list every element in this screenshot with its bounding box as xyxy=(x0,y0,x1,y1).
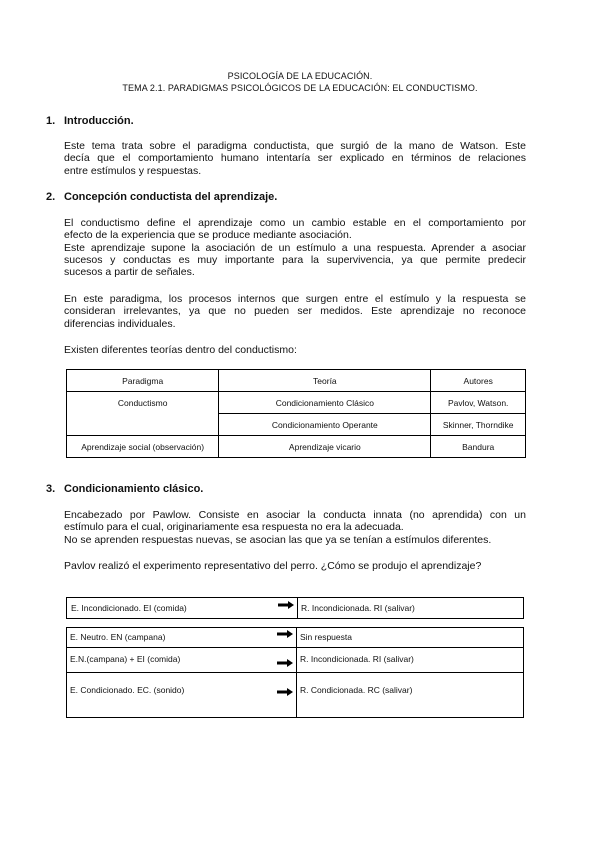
header-subject: PSICOLOGÍA DE LA EDUCACIÓN. xyxy=(227,71,373,81)
section-number: 1. xyxy=(46,115,56,127)
pavlov-divider xyxy=(66,647,524,648)
table-row xyxy=(67,436,526,458)
text-line: Este aprendizaje supone la asociación de un estímulo a una respuesta. Aprender a asociar xyxy=(64,241,526,254)
pavlov-response: R. Condicionada. RC (salivar) xyxy=(300,685,413,695)
text-line: Este tema trata sobre el paradigma conductista, que surgió de la mano de Watson. Este xyxy=(64,140,526,152)
section-title: Concepción conductista del aprendizaje. xyxy=(64,191,278,203)
section-2-heading xyxy=(46,191,277,203)
pavlov-divider xyxy=(66,672,524,673)
section-number: 2. xyxy=(46,191,56,203)
right-arrow-icon xyxy=(277,659,293,667)
table-cell-teoria: Condicionamiento Operante xyxy=(219,414,431,436)
text-line: diferencias individuales. xyxy=(64,317,176,330)
text-line: efecto de la experiencia que se produce mediante asociación. xyxy=(64,229,352,242)
table-header-cell: Autores xyxy=(431,370,526,392)
section-1-heading xyxy=(46,115,134,127)
section-2-paragraph-3: Existen diferentes teorías dentro del conductismo: xyxy=(64,344,297,356)
section-2-paragraph-1 xyxy=(64,217,526,278)
text-line: Encabezado por Pawlow. Consiste en asociar la conducta innata (no aprendida) con un xyxy=(64,509,526,521)
text-line: sucesos y conductas es muy importante para la supervivencia, ya que permite predecir xyxy=(64,253,526,266)
pavlov-stimulus: E.N.(campana) + EI (comida) xyxy=(70,654,181,664)
pavlov-response: Sin respuesta xyxy=(300,632,352,642)
pavlov-stimulus-cell xyxy=(67,598,298,618)
table-cell-teoria: Aprendizaje vicario xyxy=(219,436,431,458)
section-2-paragraph-2 xyxy=(64,293,526,330)
table-cell-autores: Bandura xyxy=(431,436,526,458)
header-topic: TEMA 2.1. PARADIGMAS PSICOLÓGICOS DE LA EDUCACIÓN: EL CONDUCTISMO. xyxy=(122,83,478,93)
table-row xyxy=(67,392,526,414)
section-title: Condicionamiento clásico. xyxy=(64,483,204,495)
table-header-row xyxy=(67,370,526,392)
section-3-paragraph-2: Pavlov realizó el experimento representativo del perro. ¿Cómo se produjo el aprendizaje? xyxy=(64,560,482,572)
section-number: 3. xyxy=(46,483,56,495)
section-3-paragraph-1 xyxy=(64,509,526,546)
table-cell-autores: Skinner, Thorndike xyxy=(431,414,526,436)
text-line: estímulo para el cual, originariamente esa respuesta no era la adecuada. xyxy=(64,521,404,534)
text-line: sucesos a partir de señales. xyxy=(64,266,195,279)
right-arrow-icon xyxy=(277,630,293,638)
pavlov-stimulus: E. Incondicionado. EI (comida) xyxy=(71,603,187,613)
text-line: entre estímulos y respuestas. xyxy=(64,164,202,177)
pavlov-stimulus: E. Condicionado. EC. (sonido) xyxy=(70,685,185,695)
theories-table xyxy=(66,369,526,458)
text-line: decía que el comportamiento humano intentaría ser explicado en términos de relaciones xyxy=(64,152,526,165)
text-line: El conductismo define el aprendizaje como un cambio estable en el comportamiento por xyxy=(64,217,526,229)
table-header-cell: Paradigma xyxy=(67,370,219,392)
pavlov-stimulus: E. Neutro. EN (campana) xyxy=(70,632,166,642)
table-cell-teoria: Condicionamiento Clásico xyxy=(219,392,431,414)
pavlov-response: R. Incondicionada. RI (salivar) xyxy=(301,603,415,613)
table-header-cell: Teoría xyxy=(219,370,431,392)
text-line: consideran irrelevantes, ya que no pueden ser medidos. Este aprendizaje no reconoce xyxy=(64,305,526,318)
pavlov-response: R. Incondicionada. RI (salivar) xyxy=(300,654,414,664)
right-arrow-icon xyxy=(278,601,294,609)
section-3-heading xyxy=(46,483,203,495)
section-1-body xyxy=(64,140,526,177)
table-cell-autores: Pavlov, Watson. xyxy=(431,392,526,414)
right-arrow-icon xyxy=(277,688,293,696)
table-cell-paradigma: Conductismo xyxy=(67,392,219,436)
section-title: Introducción. xyxy=(64,115,134,127)
pavlov-row xyxy=(66,597,524,619)
text-line: No se aprenden respuestas nuevas, se asocian las que ya se tenían a estímulos diferentes. xyxy=(64,533,492,546)
table-cell-paradigma: Aprendizaje social (observación) xyxy=(67,436,219,458)
pavlov-group xyxy=(66,627,524,718)
text-line: En este paradigma, los procesos internos que surgen entre el estímulo y la respuesta se xyxy=(64,293,526,305)
